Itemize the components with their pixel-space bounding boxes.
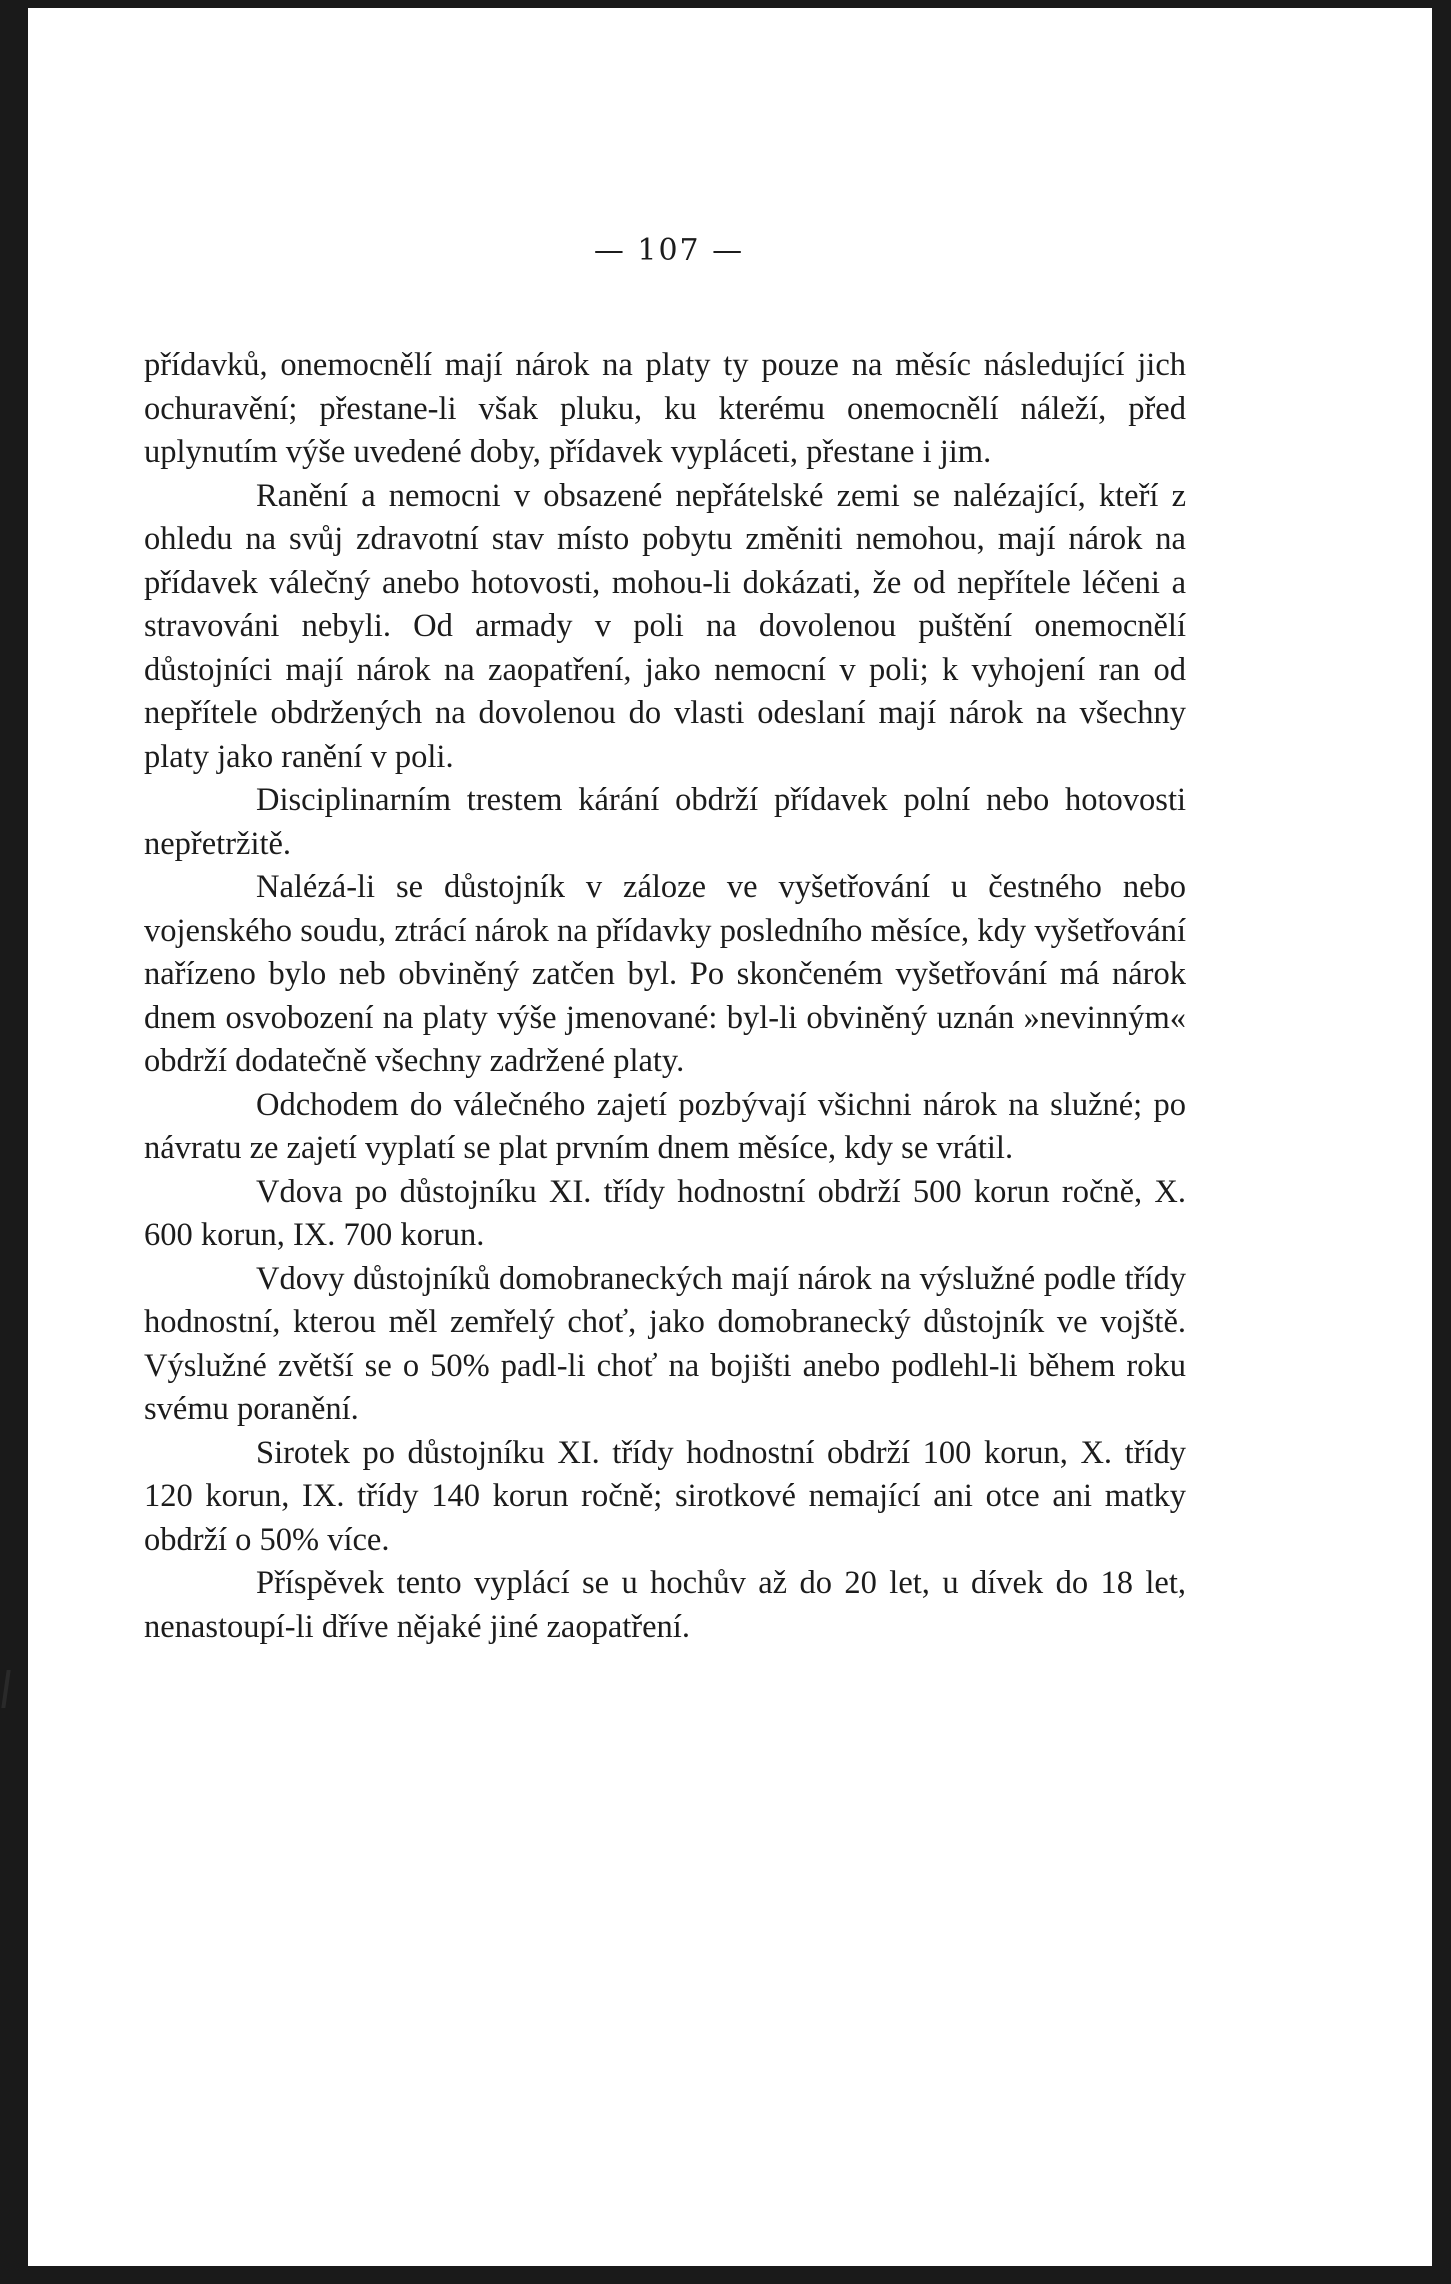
paragraph: Odchodem do válečného zajetí pozbývají všichni nárok na služné; po návratu ze zajetí vyplatí se plat prvním dnem měsíce, kdy se vrátil. xyxy=(144,1086,1186,1166)
paragraph: Vdova po důstojníku XI. třídy hodnostní obdrží 500 korun ročně, X. 600 korun, IX. 700 korun. xyxy=(144,1173,1186,1253)
page-number: — 107 — xyxy=(593,233,745,268)
body-text xyxy=(144,344,1186,1649)
paragraph: Ranění a nemocni v obsazené nepřátelské zemi se nalézající, kteří z ohledu na svůj zdravotní stav místo pobytu změniti nemohou, mají nárok na přídavek válečný anebo hotovosti, mohou-li dokázati, že od nepřítele léčeni a stravováni nebyli. Od armady v poli na dovolenou puštění onemocnělí důstojníci mají nárok na zaopatření, jako nemocní v poli; k vyhojení ran od nepřítele obdržených na dovolenou do vlasti odeslaní mají nárok na všechny platy jako ranění v poli. xyxy=(144,477,1186,775)
paragraph: Příspěvek tento vyplácí se u hochův až do 20 let, u dívek do 18 let, nenastoupí-li dříve nějaké jiné zaopatření. xyxy=(144,1565,1186,1645)
paragraph: Disciplinarním trestem kárání obdrží přídavek polní nebo hotovosti nepřetržitě. xyxy=(144,782,1186,862)
book-page xyxy=(28,8,1432,2266)
paragraph: Nalézá-li se důstojník v záloze ve vyšetřování u čestného nebo vojenského soudu, ztrácí nárok na přídavky posledního měsíce, kdy vyšetřování nařízeno bylo neb obviněný zatčen byl. Po skončeném vyšetřování má nárok dnem osvobození na platy výše jmenované: byl-li obviněný uznán »nevinným« obdrží dodatečně všechny zadržené platy. xyxy=(144,869,1186,1079)
paragraph: Vdovy důstojníků domobraneckých mají nárok na výslužné podle třídy hodnostní, kterou měl zemřelý choť, jako domobranecký důstojník ve vojště. Výslužné zvětší se o 50% padl-li choť na bojišti anebo podlehl-li během roku svému poranění. xyxy=(144,1260,1186,1427)
paragraph: Sirotek po důstojníku XI. třídy hodnostní obdrží 100 korun, X. třídy 120 korun, IX. třídy 140 korun ročně; sirotkové nemající ani otce ani matky obdrží o 50% více. xyxy=(144,1434,1186,1558)
paragraph: přídavků, onemocnělí mají nárok na platy ty pouze na měsíc následující jich ochuravění; přestane-li však pluku, ku kterému onemocnělí náleží, před uplynutím výše uvedené doby, přídavek vypláceti, přestane i jim. xyxy=(144,347,1186,470)
